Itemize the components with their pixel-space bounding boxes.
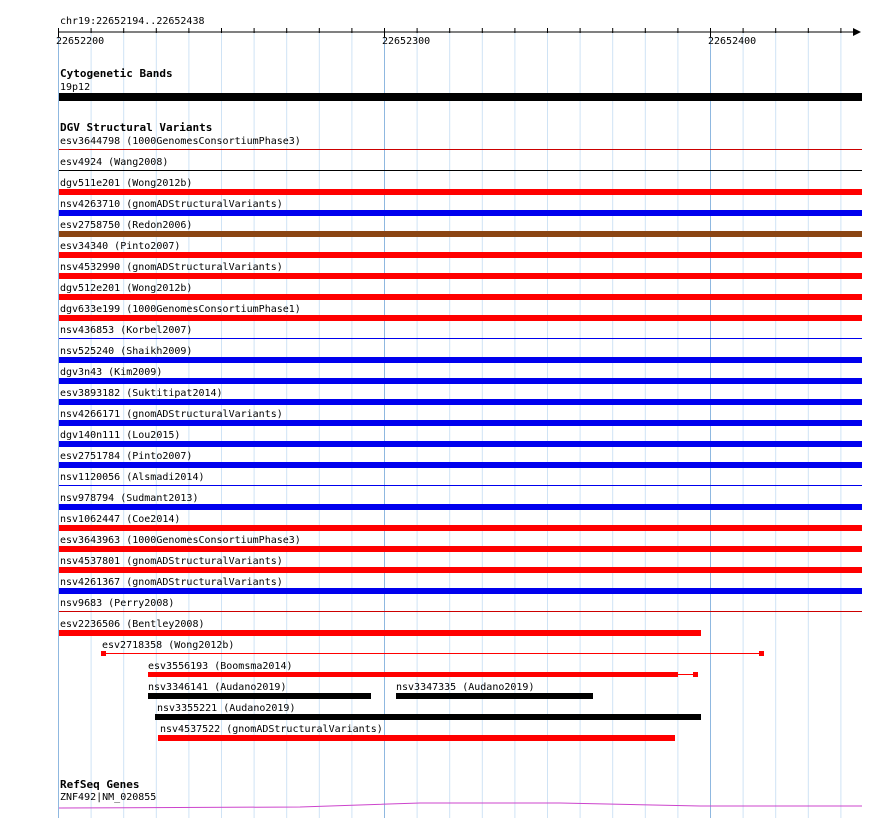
refseq-track-title: RefSeq Genes (60, 778, 140, 791)
cytoband-band-label: 19p12 (60, 82, 91, 93)
feature-label: esv3643963 (1000GenomesConsortiumPhase3) (60, 535, 301, 546)
feature-label: dgv633e199 (1000GenomesConsortiumPhase1) (60, 304, 301, 315)
feature-label: esv3556193 (Boomsma2014) (148, 661, 293, 672)
feature-label: nsv1062447 (Coe2014) (60, 514, 181, 525)
feature-label: esv2236506 (Bentley2008) (60, 619, 205, 630)
dgv-feature[interactable] (59, 304, 862, 321)
dgv-feature[interactable] (59, 598, 862, 612)
feature-bar (59, 315, 862, 321)
feature-label: nsv4266171 (gnomADStructuralVariants) (60, 409, 283, 420)
dgv-feature[interactable] (59, 367, 862, 384)
dgv-feature[interactable] (59, 388, 862, 405)
dgv-feature[interactable] (59, 493, 862, 510)
dgv-feature-rows (59, 136, 862, 636)
feature-label: dgv512e201 (Wong2012b) (60, 283, 193, 294)
dgv-feature[interactable] (59, 514, 862, 531)
dgv-feature[interactable] (396, 682, 593, 699)
feature-label: nsv3355221 (Audano2019) (157, 703, 296, 714)
feature-bar (59, 294, 862, 300)
feature-bar (59, 378, 862, 384)
feature-label: dgv140n111 (Lou2015) (60, 430, 181, 441)
feature-bar (59, 546, 862, 552)
feature-label: nsv4537522 (gnomADStructuralVariants) (160, 724, 383, 735)
dgv-feature[interactable] (59, 178, 862, 195)
feature-bar (59, 252, 862, 258)
ruler-tick-label: 22652300 (382, 36, 431, 47)
dgv-feature[interactable] (148, 661, 698, 677)
dgv-feature[interactable] (59, 325, 862, 339)
dgv-feature[interactable] (59, 241, 862, 258)
feature-bar (59, 231, 862, 237)
feature-bar (59, 357, 862, 363)
feature-label: nsv525240 (Shaikh2009) (60, 346, 193, 357)
feature-bar (148, 693, 371, 699)
dgv-feature[interactable] (59, 262, 862, 279)
feature-label: esv2751784 (Pinto2007) (60, 451, 193, 462)
feature-label: nsv4263710 (gnomADStructuralVariants) (60, 199, 283, 210)
dgv-feature[interactable] (148, 682, 371, 699)
feature-label: nsv1120056 (Alsmadi2014) (60, 472, 205, 483)
feature-bar (158, 735, 675, 741)
cytoband-track[interactable] (59, 67, 862, 101)
dgv-feature[interactable] (59, 556, 862, 573)
feature-bar (396, 693, 593, 699)
feature-label: nsv3346141 (Audano2019) (148, 682, 287, 693)
dgv-feature[interactable] (59, 535, 862, 552)
feature-end-marker (101, 651, 106, 656)
feature-bar (59, 462, 862, 468)
dgv-feature[interactable] (59, 472, 862, 486)
feature-label: nsv4261367 (gnomADStructuralVariants) (60, 577, 283, 588)
feature-bar (59, 399, 862, 405)
feature-bar (59, 420, 862, 426)
feature-bar (59, 189, 862, 195)
feature-label: nsv3347335 (Audano2019) (396, 682, 535, 693)
dgv-feature[interactable] (101, 640, 764, 656)
cytoband-track-title: Cytogenetic Bands (60, 67, 173, 80)
feature-label: esv34340 (Pinto2007) (60, 241, 181, 252)
feature-bar (59, 567, 862, 573)
feature-end-marker (693, 672, 698, 677)
dgv-track (59, 121, 862, 741)
feature-bar (59, 441, 862, 447)
dgv-track-title: DGV Structural Variants (60, 121, 213, 134)
dgv-feature[interactable] (59, 157, 862, 171)
feature-bar (155, 714, 701, 720)
dgv-feature[interactable] (59, 220, 862, 237)
feature-bar (59, 210, 862, 216)
dgv-feature[interactable] (155, 703, 701, 720)
dgv-feature[interactable] (158, 724, 675, 741)
dgv-feature[interactable] (59, 619, 701, 636)
feature-label: nsv4532990 (gnomADStructuralVariants) (60, 262, 283, 273)
feature-bar (59, 273, 862, 279)
dgv-feature[interactable] (59, 136, 862, 150)
cytoband-band[interactable] (59, 93, 862, 101)
feature-label: esv3893182 (Suktitipat2014) (60, 388, 223, 399)
dgv-feature[interactable] (59, 409, 862, 426)
refseq-gene-label: ZNF492|NM_020855 (60, 792, 157, 803)
dgv-feature[interactable] (59, 430, 862, 447)
dgv-feature[interactable] (59, 346, 862, 363)
dgv-feature[interactable] (59, 199, 862, 216)
feature-end-marker (148, 672, 153, 677)
ruler-tick-label: 22652400 (708, 36, 757, 47)
ruler-arrow-right-icon (853, 28, 861, 36)
feature-end-marker (759, 651, 764, 656)
feature-label: esv2758750 (Redon2006) (60, 220, 193, 231)
ruler[interactable] (56, 16, 861, 47)
refseq-track[interactable] (59, 778, 862, 808)
feature-label: dgv3n43 (Kim2009) (60, 367, 163, 378)
feature-label: nsv978794 (Sudmant2013) (60, 493, 199, 504)
dgv-feature[interactable] (59, 451, 862, 468)
feature-label: nsv4537801 (gnomADStructuralVariants) (60, 556, 283, 567)
feature-bar (59, 525, 862, 531)
feature-label: esv4924 (Wang2008) (60, 157, 169, 168)
feature-bar (59, 630, 701, 636)
feature-label: esv3644798 (1000GenomesConsortiumPhase3) (60, 136, 301, 147)
ruler-region-label: chr19:22652194..22652438 (60, 16, 205, 27)
feature-label: dgv511e201 (Wong2012b) (60, 178, 193, 189)
ruler-tick-label: 22652200 (56, 36, 105, 47)
feature-label: nsv436853 (Korbel2007) (60, 325, 193, 336)
feature-bar (59, 588, 862, 594)
feature-bar (59, 504, 862, 510)
dgv-feature[interactable] (59, 577, 862, 594)
feature-label: esv2718358 (Wong2012b) (102, 640, 235, 651)
refseq-gene-line[interactable] (59, 803, 862, 808)
dgv-feature[interactable] (59, 283, 862, 300)
feature-label: nsv9683 (Perry2008) (60, 598, 175, 609)
